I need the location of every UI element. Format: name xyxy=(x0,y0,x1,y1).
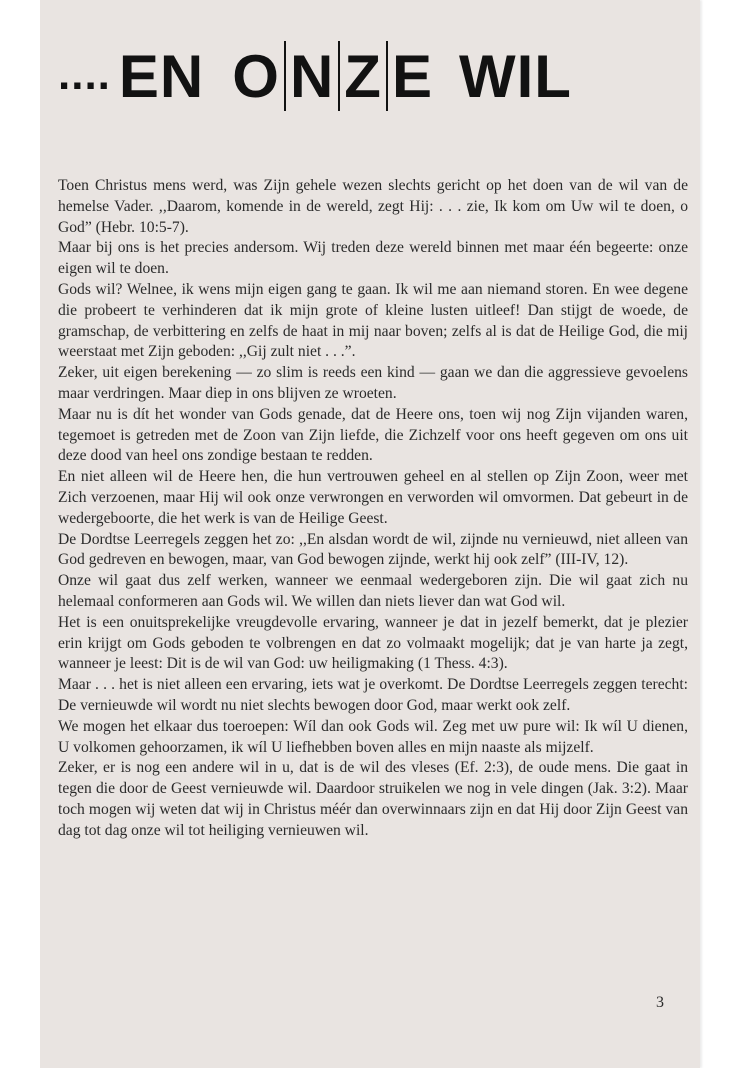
title-letter-z: Z xyxy=(344,42,382,110)
paragraph: We mogen het elkaar dus toeroepen: Wíl dan ook Gods wil. Zeg met uw pure wil: Ik wíl U dienen, U volkomen gehoorzamen, ik wíl U liefhebben boven alles en mijn naaste als mijzelf. xyxy=(58,717,688,756)
paragraph: Gods wil? Welnee, ik wens mijn eigen gang te gaan. Ik wil me aan niemand storen. En wee degene die probeert te verhinderen dat ik mijn grote of kleine lusten uitleef! Dan stijgt de woede, de gramschap, de verbittering en zelfs de haat in mij naar boven; zelfs al is dat de Heilige God, die mij weerstaat met Zijn geboden: ,,Gij zult niet . . .”. xyxy=(58,280,688,361)
paragraph: Maar . . . het is niet alleen een ervaring, iets wat je overkomt. De Dordtse Leerregels zeggen terecht: De vernieuwde wil wordt nu niet slechts bewogen door God, maar werkt ook zelf. xyxy=(58,676,688,714)
page-title xyxy=(58,36,598,116)
paragraph: De Dordtse Leerregels zeggen het zo: ,,En alsdan wordt de wil, zijnde nu vernieuwd, niet alleen van God gedreven en bewogen, maar, van God bewogen zijnde, werkt hij ook zelf” (III-IV, 12). xyxy=(58,530,688,569)
paragraph: Het is een onuitsprekelijke vreugdevolle ervaring, wanneer je dat in jezelf bemerkt, dat je plezier erin krijgt om Gods geboden te volbrengen en dat zo volmaakt mogelijk; dat je van harte ja zegt, wanneer je leest: Dit is de wil van God: uw heiligmaking (1 Thess. 4:3). xyxy=(58,613,688,673)
document-page xyxy=(40,0,700,1068)
article-body xyxy=(58,176,688,842)
paragraph: Maar bij ons is het precies andersom. Wij treden deze wereld binnen met maar één begeerte: onze eigen wil te doen. xyxy=(58,239,688,278)
title-letter-o: O xyxy=(232,42,280,110)
title-word-wil: WIL xyxy=(458,42,572,110)
title-divider xyxy=(386,41,388,111)
paragraph: Zeker, er is nog een andere wil in u, dat is de wil des vleses (Ef. 2:3), de oude mens. Die gaat in tegen die door de Geest vernieuwde wil. Daardoor struikelen we nog in vele dingen (Jak. 3:2). Maar toch mogen wij weten dat wij in Christus méér dan overwinnaars zijn en dat Hij door Zijn Geest van dag tot dag onze wil tot heiliging vernieuwen wil. xyxy=(58,759,688,839)
paragraph: Maar nu is dít het wonder van Gods genade, dat de Heere ons, toen wij nog Zijn vijanden waren, tegemoet is getreden met de Zoon van Zijn liefde, die Zichzelf voor ons heeft gegeven om ons uit deze dood van heel ons zondige bestaan te redden. xyxy=(58,405,688,465)
paragraph: Zeker, uit eigen berekening — zo slim is reeds een kind — gaan we dan die aggressieve gevoelens maar verdringen. Maar diep in ons blijven ze wroeten. xyxy=(58,364,688,402)
title-letter-e: E xyxy=(391,42,433,110)
title-letter-n: N xyxy=(289,42,335,110)
title-divider xyxy=(284,41,286,111)
paragraph: En niet alleen wil de Heere hen, die hun vertrouwen geheel en al stellen op Zijn Zoon, weer met Zich verzoenen, maar Hij wil ook onze verwrongen en verworden wil omvormen. Dat gebeurt in de wedergeboorte, die het werk is van de Heilige Geest. xyxy=(58,468,688,527)
page-number: 3 xyxy=(656,994,664,1011)
title-word-en: EN xyxy=(118,42,205,110)
title-divider xyxy=(338,41,340,111)
title-ellipsis: .... xyxy=(58,50,111,99)
paragraph: Toen Christus mens werd, was Zijn gehele wezen slechts gericht op het doen van de wil van de hemelse Vader. ,,Daarom, komende in de wereld, zegt Hij: . . . zie, Ik kom om Uw wil te doen, o God” (Hebr. 10:5-7). xyxy=(58,177,688,236)
paragraph: Onze wil gaat dus zelf werken, wanneer we eenmaal wedergeboren zijn. Die wil gaat zich nu helemaal conformeren aan Gods wil. We willen dan niets liever dan wat God wil. xyxy=(58,572,688,610)
